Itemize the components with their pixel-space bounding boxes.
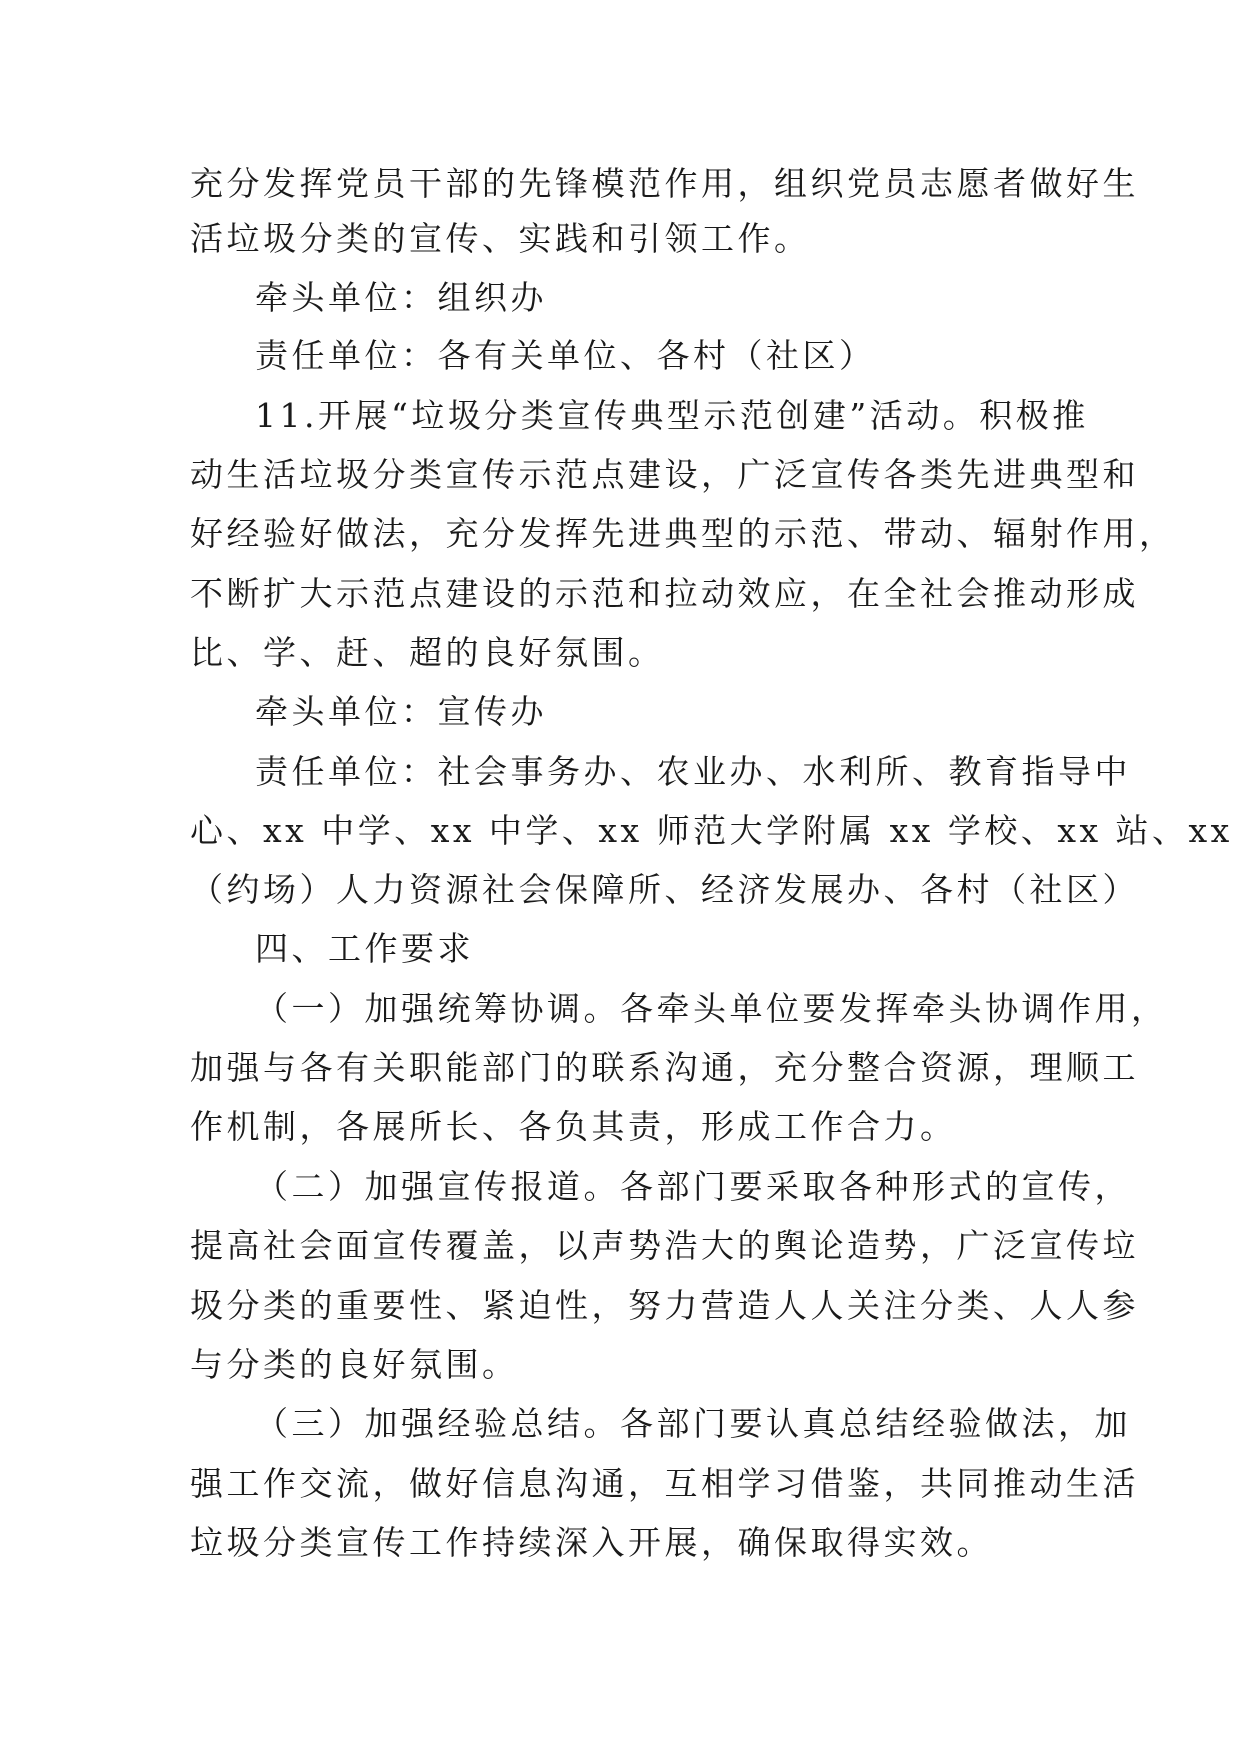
responsible-unit-line: 责任单位：各有关单位、各村（社区） <box>255 336 876 375</box>
paragraph-line: 强工作交流，做好信息沟通，互相学习借鉴，共同推动生活 <box>190 1464 1139 1503</box>
responsible-unit-line: 责任单位：社会事务办、农业办、水利所、教育指导中 <box>255 752 1131 791</box>
paragraph-line: 活垃圾分类的宣传、实践和引领工作。 <box>190 219 811 258</box>
paragraph-line: 动生活垃圾分类宣传示范点建设，广泛宣传各类先进典型和 <box>190 455 1139 494</box>
paragraph-line: 充分发挥党员干部的先锋模范作用，组织党员志愿者做好生 <box>190 164 1139 203</box>
paragraph-line: 不断扩大示范点建设的示范和拉动效应，在全社会推动形成 <box>190 574 1139 613</box>
paragraph-line: 好经验好做法，充分发挥先进典型的示范、带动、辐射作用， <box>190 514 1176 553</box>
paragraph-line: （约场）人力资源社会保障所、经济发展办、各村（社区） <box>190 870 1139 909</box>
paragraph-line: 比、学、赶、超的良好氛围。 <box>190 633 665 672</box>
paragraph-line: 圾分类的重要性、紧迫性，努力营造人人关注分类、人人参 <box>190 1286 1139 1325</box>
paragraph-line: （一）加强统筹协调。各牵头单位要发挥牵头协调作用， <box>255 989 1168 1028</box>
lead-unit-line: 牵头单位：组织办 <box>255 278 547 317</box>
paragraph-line: 垃圾分类宣传工作持续深入开展，确保取得实效。 <box>190 1523 993 1562</box>
paragraph-line: 11.开展“垃圾分类宣传典型示范创建”活动。积极推 <box>255 396 1089 435</box>
paragraph-line: 作机制，各展所长、各负其责，形成工作合力。 <box>190 1107 957 1146</box>
paragraph-line: 加强与各有关职能部门的联系沟通，充分整合资源，理顺工 <box>190 1048 1139 1087</box>
lead-unit-line: 牵头单位：宣传办 <box>255 692 547 731</box>
paragraph-line: 心、xx 中学、xx 中学、xx 师范大学附属 xx 学校、xx 站、xx <box>190 811 1233 850</box>
section-heading: 四、工作要求 <box>255 929 474 968</box>
paragraph-line: （三）加强经验总结。各部门要认真总结经验做法，加 <box>255 1404 1131 1443</box>
paragraph-line: 与分类的良好氛围。 <box>190 1345 519 1384</box>
paragraph-line: （二）加强宣传报道。各部门要采取各种形式的宣传， <box>255 1167 1131 1206</box>
paragraph-line: 提高社会面宣传覆盖，以声势浩大的舆论造势，广泛宣传垃 <box>190 1226 1139 1265</box>
